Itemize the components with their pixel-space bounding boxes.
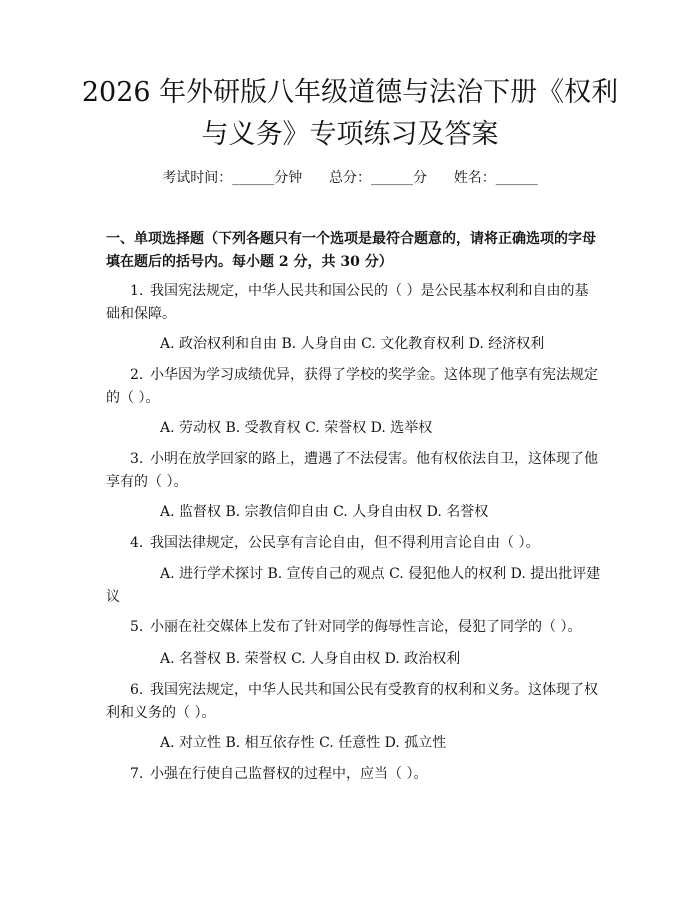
question-5 xyxy=(106,616,602,639)
question-4 xyxy=(106,532,602,555)
question-1-options: A. 政治权利和自由 B. 人身自由 C. 文化教育权利 D. 经济权利 xyxy=(160,336,545,352)
question-3 xyxy=(106,448,602,494)
title-line-2: 与义务》专项练习及答案 xyxy=(201,119,499,150)
question-6 xyxy=(106,679,602,725)
question-6-options: A. 对立性 B. 相互依存性 C. 任意性 D. 孤立性 xyxy=(160,735,447,751)
exam-time: 考试时间：______分钟 xyxy=(162,170,303,186)
question-number: 6. xyxy=(130,682,144,698)
student-name: 姓名：______ xyxy=(453,170,538,186)
section-heading: 一、单项选择题（下列各题只有一个选项是最符合题意的，请将正确选项的字母填在题后的括号内。每小题 2 分，共 30 分） xyxy=(106,231,596,270)
question-2 xyxy=(106,364,602,410)
question-number: 7. xyxy=(130,766,144,782)
question-text: 小丽在社交媒体上发布了针对同学的侮辱性言论，侵犯了同学的（ ）。 xyxy=(150,619,582,635)
question-3-options: A. 监督权 B. 宗教信仰自由 C. 人身自由权 D. 名誉权 xyxy=(160,504,489,520)
question-text: 小强在行使自己监督权的过程中，应当（ ）。 xyxy=(150,766,428,782)
question-text: 我国宪法规定，中华人民共和国公民的（ ）是公民基本权利和自由的基础和保障。 xyxy=(106,283,589,322)
question-number: 5. xyxy=(130,619,144,635)
question-text: 小明在放学回家的路上，遭遇了不法侵害。他有权依法自卫，这体现了他享有的（ ）。 xyxy=(106,451,598,490)
question-7 xyxy=(106,763,602,786)
exam-info-line xyxy=(0,168,700,188)
question-2-options: A. 劳动权 B. 受教育权 C. 荣誉权 D. 选举权 xyxy=(160,420,433,436)
document-title xyxy=(60,72,640,156)
question-number: 1. xyxy=(130,283,144,299)
question-1 xyxy=(106,280,602,326)
question-4-options: A. 进行学术探讨 B. 宣传自己的观点 C. 侵犯他人的权利 D. 提出批评建议 xyxy=(106,566,601,605)
question-text: 我国宪法规定，中华人民共和国公民有受教育的权利和义务。这体现了权利和义务的（ ）。 xyxy=(106,682,598,721)
question-number: 2. xyxy=(130,367,144,383)
question-text: 我国法律规定，公民享有言论自由，但不得利用言论自由（ ）。 xyxy=(150,535,540,551)
title-line-1: 2026 年外研版八年级道德与法治下册《权利 xyxy=(81,77,619,108)
question-5-options: A. 名誉权 B. 荣誉权 C. 人身自由权 D. 政治权利 xyxy=(160,651,461,667)
question-number: 4. xyxy=(130,535,144,551)
question-number: 3. xyxy=(130,451,144,467)
total-score: 总分：______分 xyxy=(329,170,427,186)
question-text: 小华因为学习成绩优异，获得了学校的奖学金。这体现了他享有宪法规定的（ ）。 xyxy=(106,367,598,406)
